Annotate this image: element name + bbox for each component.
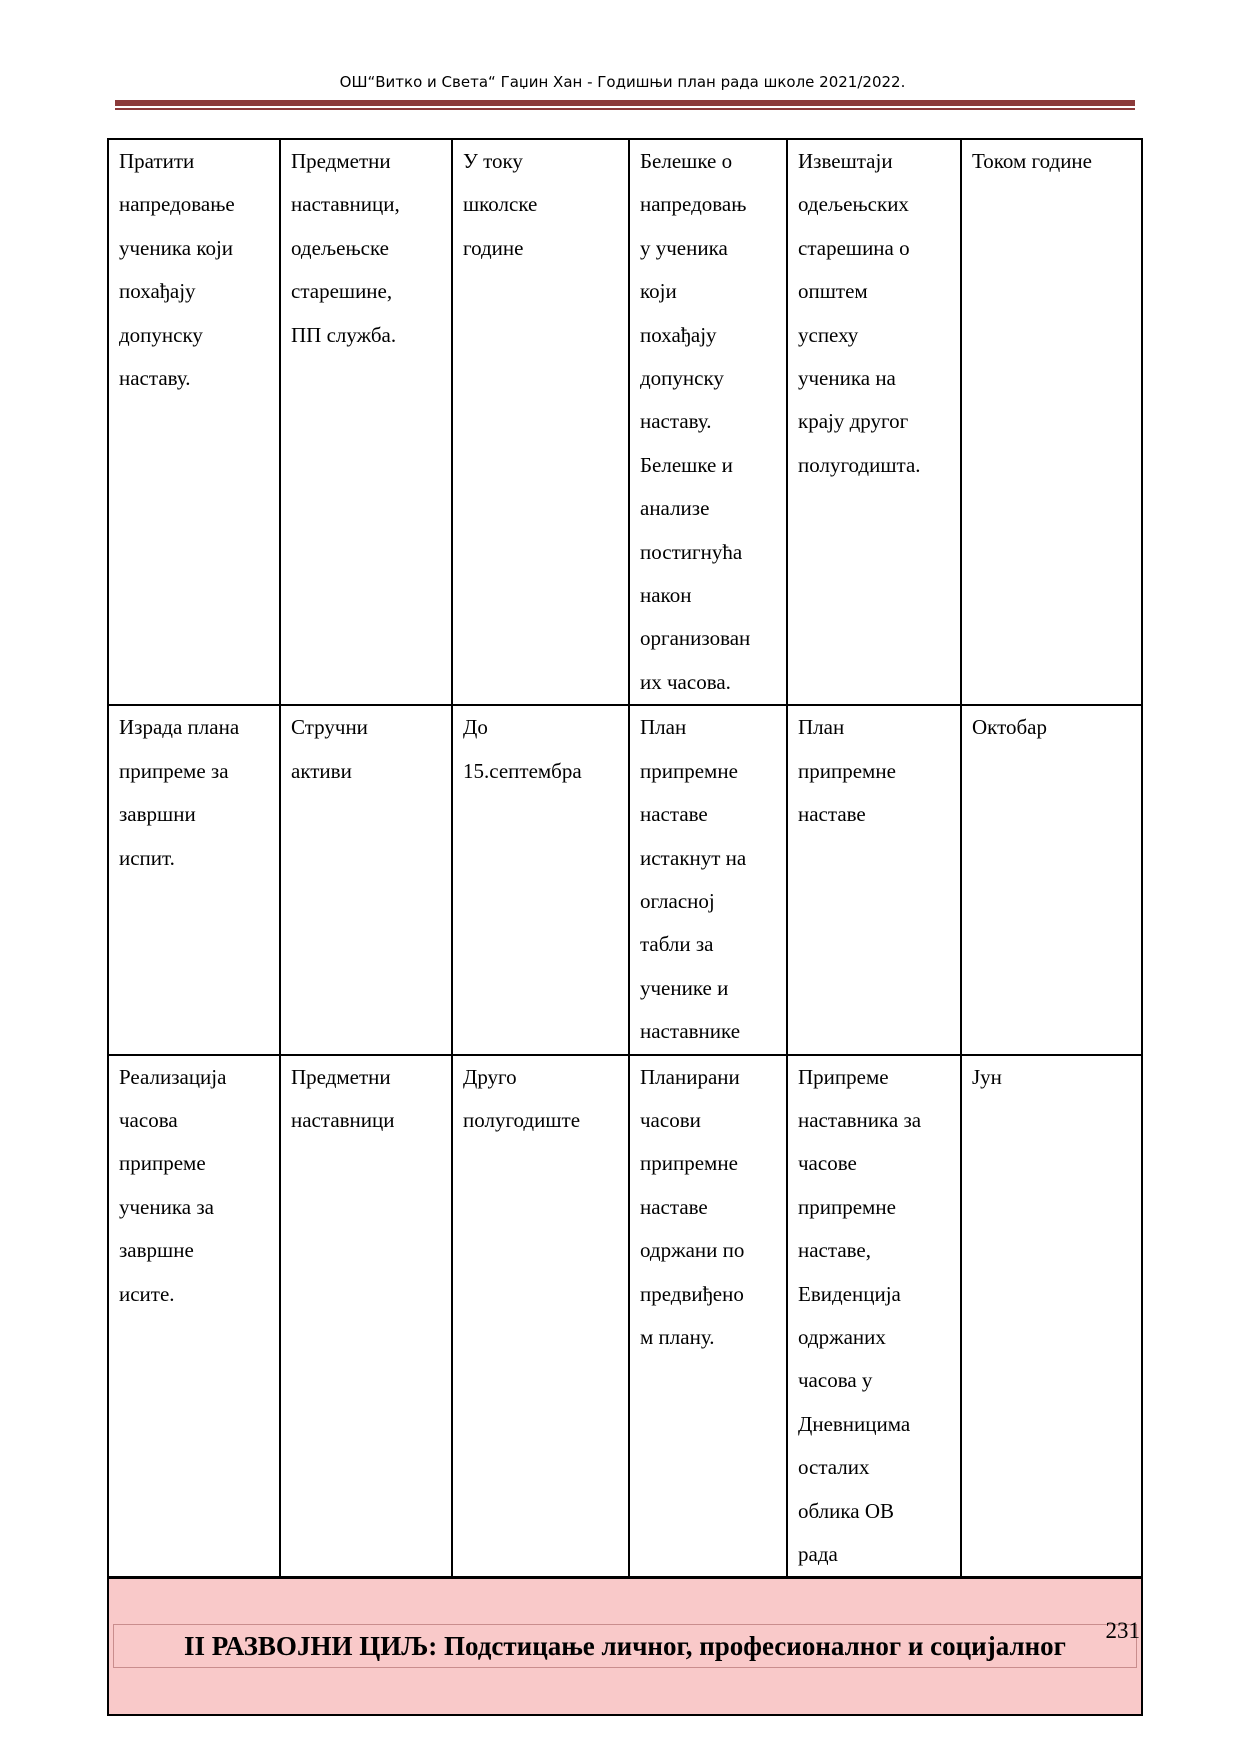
- indicator-cell: Планирани часови припремне наставе одржани по предвиђено м плану.: [629, 1055, 787, 1578]
- activity-cell: Израда плана припреме за завршни испит.: [108, 705, 280, 1054]
- responsible-cell: Стручни активи: [280, 705, 452, 1054]
- activity-cell: Пратити напредовање ученика који похађају допунску наставу.: [108, 139, 280, 705]
- table-row: [108, 139, 1142, 705]
- deadline-cell: Јун: [961, 1055, 1142, 1578]
- header-rule-thick: [115, 100, 1135, 106]
- evidence-cell: Извештаји одељењских старешина о општем успеху ученика на крају другог полугодишта.: [787, 139, 961, 705]
- activity-cell: Реализација часова припреме ученика за завршне исите.: [108, 1055, 280, 1578]
- indicator-cell: План припремне наставе истакнут на огласној табли за ученике и наставнике: [629, 705, 787, 1054]
- responsible-cell: Предметни наставници, одељењске старешине, ПП служба.: [280, 139, 452, 705]
- timeframe-cell: У току школске године: [452, 139, 629, 705]
- deadline-cell: Током године: [961, 139, 1142, 705]
- goal-cell: [108, 1578, 1142, 1716]
- header-rule-thin: [115, 108, 1135, 110]
- evidence-cell: Припреме наставника за часове припремне наставе, Евиденција одржаних часова у Дневницима осталих облика ОВ рада: [787, 1055, 961, 1578]
- page-number: 231: [1105, 1618, 1140, 1643]
- table-row: [108, 1055, 1142, 1578]
- timeframe-cell: Друго полугодиште: [452, 1055, 629, 1578]
- goal-heading: II РАЗВОЈНИ ЦИЉ: Подстицање личног, професионалног и социјалног: [113, 1624, 1137, 1668]
- activity-plan-table: [107, 138, 1143, 1716]
- deadline-cell: Октобар: [961, 705, 1142, 1054]
- table-row: [108, 705, 1142, 1054]
- evidence-cell: План припремне наставе: [787, 705, 961, 1054]
- responsible-cell: Предметни наставници: [280, 1055, 452, 1578]
- goal-row: [108, 1578, 1142, 1716]
- indicator-cell: Белешке о напредовањ у ученика који похађају допунску наставу. Белешке и анализе постигнућа након организован их часова.: [629, 139, 787, 705]
- timeframe-cell: До 15.септембра: [452, 705, 629, 1054]
- running-header: ОШ“Витко и Света“ Гаџин Хан - Годишњи план рада школе 2021/2022.: [339, 73, 906, 91]
